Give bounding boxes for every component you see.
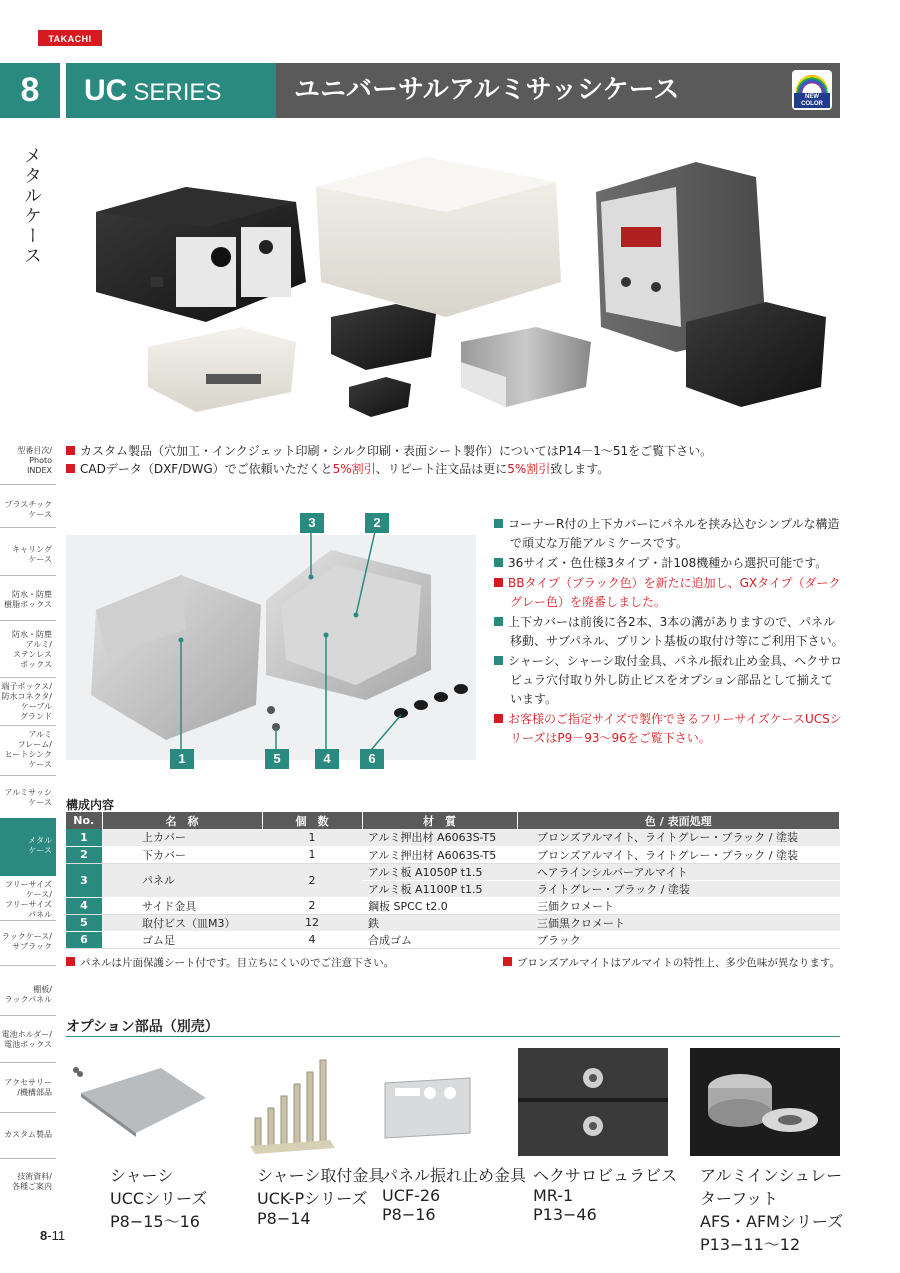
teal-bullet-icon: [494, 558, 503, 567]
sidenav-divider: [0, 527, 56, 528]
table-row: [66, 846, 840, 863]
cell-no: 1: [66, 829, 102, 846]
sidenav-divider: [0, 775, 56, 776]
series-word: SERIES: [133, 79, 222, 106]
cell-qty: 4: [262, 931, 362, 948]
cell-material: 鋼板 SPCC t2.0: [362, 897, 517, 914]
page-number: 8-11: [40, 1228, 66, 1243]
red-bullet-icon: [503, 957, 512, 966]
new-color-badge-text: NEW COLOR: [794, 93, 830, 108]
sidenav-item-alu-frame[interactable]: アルミ フレーム/ ヒートシンク ケース: [4, 730, 52, 769]
cell-material: 合成ゴム: [362, 931, 517, 948]
table-row: [66, 897, 840, 914]
red-bullet-icon: [494, 714, 503, 723]
cell-no: 6: [66, 931, 102, 948]
col-no: No.: [66, 812, 102, 829]
sidenav-active-label: メタル ケース: [28, 836, 52, 855]
sidenav-item-waterproof-metal[interactable]: 防水・防塵 アルミ/ ステンレス ボックス: [12, 630, 52, 669]
brand-logo: TAKACHI: [38, 30, 102, 46]
option-page-ref: P8−16: [382, 1205, 436, 1224]
teal-bullet-icon: [494, 617, 503, 626]
cell-material: アルミ押出材 A6063S-T5: [362, 846, 517, 863]
parts-diagram: [66, 505, 476, 775]
sidenav-item-plastic[interactable]: プラスチック ケース: [4, 500, 52, 519]
sidenav-item-index[interactable]: 型番目次/ Photo INDEX: [17, 446, 52, 475]
sidenav-item-battery[interactable]: 電池ホルダー/ 電池ボックス: [1, 1030, 52, 1049]
table-note-left: パネルは片面保護シート付です。目立ちにくいのでご注意下さい。: [66, 955, 394, 970]
option-series: AFS・AFMシリーズ: [700, 1212, 844, 1231]
table-row: [66, 914, 840, 931]
sidenav-divider: [0, 484, 56, 485]
feature-item: 36サイズ・色仕様3タイプ・計108機種から選択可能です。: [494, 554, 844, 573]
option-screw-text: [533, 1163, 683, 1224]
sidenav-item-accessory[interactable]: アクセサリー /機構部品: [4, 1078, 52, 1097]
cell-qty: 2: [262, 863, 362, 897]
cell-no: 3: [66, 863, 102, 897]
sidenav-divider: [0, 677, 56, 678]
sidenav-item-alu-sash[interactable]: アルミサッシ ケース: [4, 788, 52, 807]
chassis-image: [66, 1048, 216, 1156]
option-page-ref: P13−11〜12: [700, 1235, 801, 1254]
option-foot-text: [700, 1163, 850, 1255]
cell-finish: ライトグレー・ブラック / 塗装: [517, 880, 840, 897]
cell-qty: 2: [262, 897, 362, 914]
part-label-5: 5: [265, 749, 289, 769]
note-text: CADデータ（DXF/DWG）でご依頼いただくと: [80, 462, 333, 476]
option-panel-stopper: [375, 1048, 525, 1156]
sidenav-item-carrying[interactable]: キャリング ケース: [12, 545, 52, 564]
series-code: UC: [84, 74, 128, 107]
red-bullet-icon: [494, 578, 503, 587]
cell-finish: ブロンズアルマイト、ライトグレー・ブラック / 塗装: [517, 829, 840, 846]
option-page-ref: P8−14: [257, 1209, 311, 1228]
sidenav-item-waterproof-resin[interactable]: 防水・防塵 樹脂ボックス: [4, 590, 52, 609]
sidenav-item-custom[interactable]: カスタム製品: [4, 1130, 52, 1139]
composition-heading: 構成内容: [66, 798, 115, 812]
sidenav-divider: [0, 1112, 56, 1113]
options-heading: オプション部品（別売）: [66, 1019, 219, 1035]
exploded-view-illustration: [66, 505, 476, 775]
options-divider: [66, 1036, 840, 1037]
sidenav-item-terminal[interactable]: 端子ボックス/ 防水コネクタ/ ケーブル グランド: [1, 682, 52, 721]
cell-name: サイド金具: [102, 897, 262, 914]
cell-finish: 三価黒クロメート: [517, 914, 840, 931]
cell-qty: 12: [262, 914, 362, 931]
cell-no: 5: [66, 914, 102, 931]
cell-finish: 三価クロメート: [517, 897, 840, 914]
rainbow-icon: [796, 75, 828, 93]
new-color-badge: [792, 70, 832, 110]
bracket-image: [240, 1048, 390, 1156]
cell-name: 下カバー: [102, 846, 262, 863]
option-chassis-bracket: [240, 1048, 390, 1156]
col-finish: 色 / 表面処理: [517, 812, 840, 829]
discount-highlight: 5%割引: [332, 462, 376, 476]
table-row: [66, 829, 840, 846]
table-note-right: ブロンズアルマイトはアルマイトの特性上、多少色味が異なります。: [503, 955, 840, 970]
sidenav-divider: [0, 725, 56, 726]
part-label-2: 2: [365, 513, 389, 533]
option-name: パネル振れ止め金具: [382, 1166, 527, 1185]
sidenav-divider: [0, 1158, 56, 1159]
feature-item: BBタイプ（ブラック色）を新たに追加し、GXタイプ（ダークグレー色）を廃番しました。: [494, 574, 844, 612]
cell-name: ゴム足: [102, 931, 262, 948]
option-name: シャーシ: [110, 1166, 174, 1185]
stopper-image: [375, 1048, 525, 1156]
note-text: 致します。: [550, 462, 610, 476]
option-insulator-foot: [690, 1048, 840, 1156]
part-label-1: 1: [170, 749, 194, 769]
note-custom-products: [66, 442, 846, 460]
chapter-vertical-title: メタルケース: [21, 146, 42, 266]
cell-no: 2: [66, 846, 102, 863]
col-material: 材 質: [362, 812, 517, 829]
option-series: UCCシリーズ: [110, 1189, 208, 1208]
feature-list: [494, 515, 844, 749]
sidenav-divider: [0, 1015, 56, 1016]
red-bullet-icon: [66, 446, 75, 455]
part-label-6: 6: [360, 749, 384, 769]
sidenav-divider: [0, 920, 56, 921]
insulator-foot-image: [690, 1048, 840, 1156]
option-name: ヘクサロビュラビス: [533, 1166, 678, 1185]
red-bullet-icon: [66, 957, 75, 966]
col-qty: 個 数: [262, 812, 362, 829]
option-hex-screw: [518, 1048, 668, 1156]
option-chassis-text: [110, 1163, 260, 1232]
red-bullet-icon: [66, 464, 75, 473]
table-row: [66, 863, 840, 880]
custom-notes: [66, 442, 846, 478]
sidenav-item-free-size[interactable]: フリーサイズ ケース/ フリーサイズ パネル: [4, 880, 52, 919]
option-page-ref: P13−46: [533, 1205, 597, 1224]
option-series: MR-1: [533, 1186, 574, 1205]
sidenav-divider: [0, 620, 56, 621]
option-chassis: [66, 1048, 216, 1156]
note-text: 、リピート注文品は更に: [375, 462, 508, 476]
cell-qty: 1: [262, 829, 362, 846]
cell-name: 取付ビス（皿M3）: [102, 914, 262, 931]
chapter-number: 8: [0, 63, 60, 118]
series-banner: [66, 63, 276, 118]
cell-name: 上カバー: [102, 829, 262, 846]
page-title: ユニバーサルアルミサッシケース: [276, 63, 840, 118]
cell-material: アルミ板 A1050P t1.5: [362, 863, 517, 880]
cell-finish: ブロンズアルマイト、ライトグレー・ブラック / 塗装: [517, 846, 840, 863]
hex-screw-image: [518, 1048, 668, 1156]
option-series: UCF-26: [382, 1186, 441, 1205]
product-hero-image: [66, 132, 840, 432]
option-name: アルミインシュレーターフット: [700, 1166, 843, 1208]
option-series: UCK-Pシリーズ: [257, 1189, 368, 1208]
note-text: カスタム製品（穴加工・インクジェット印刷・シルク印刷・表面シート製作）についてはP14－1～51をご覧下さい。: [80, 444, 713, 458]
sidenav-item-metal-active[interactable]: [0, 818, 56, 876]
cell-name: パネル: [102, 863, 262, 897]
part-label-3: 3: [300, 513, 324, 533]
col-name: 名 称: [102, 812, 262, 829]
teal-bullet-icon: [494, 656, 503, 665]
option-name: シャーシ取付金具: [257, 1166, 385, 1185]
cell-finish: ブラック: [517, 931, 840, 948]
note-cad-discount: [66, 460, 846, 478]
table-row: [66, 931, 840, 948]
cell-material: アルミ押出材 A6063S-T5: [362, 829, 517, 846]
option-stopper-text: [382, 1163, 532, 1224]
cell-finish: ヘアラインシルバーアルマイト: [517, 863, 840, 880]
option-page-ref: P8−15〜16: [110, 1212, 200, 1231]
feature-item: 上下カバーは前後に各2本、3本の溝がありますので、パネル移動、サブパネル、プリント基板の取付け等にご利用下さい。: [494, 613, 844, 651]
sidenav-item-rack[interactable]: ラックケース/ サブラック: [1, 932, 52, 951]
part-label-4: 4: [315, 749, 339, 769]
composition-table: [66, 812, 840, 949]
cell-no: 4: [66, 897, 102, 914]
sidenav-divider: [0, 965, 56, 966]
cell-qty: 1: [262, 846, 362, 863]
sidenav-divider: [0, 1062, 56, 1063]
cell-material: 鉄: [362, 914, 517, 931]
feature-item: お客様のご指定サイズで製作できるフリーサイズケースUCSシリーズはP9－93～96をご覧下さい。: [494, 710, 844, 748]
sidenav-item-shelf[interactable]: 棚板/ ラックパネル: [4, 985, 52, 1004]
discount-highlight: 5%割引: [507, 462, 551, 476]
teal-bullet-icon: [494, 519, 503, 528]
sidenav-item-tech-docs[interactable]: 技術資料/ 各種ご案内: [12, 1172, 52, 1191]
feature-item: シャーシ、シャーシ取付金具、パネル振れ止め金具、ヘクサロビュラ穴付取り外し防止ビスをオプション部品として揃えています。: [494, 652, 844, 709]
sidenav-divider: [0, 575, 56, 576]
product-photo: [66, 132, 840, 432]
cell-material: アルミ板 A1100P t1.5: [362, 880, 517, 897]
feature-item: コーナーR付の上下カバーにパネルを挟み込むシンプルな構造で頑丈な万能アルミケースです。: [494, 515, 844, 553]
